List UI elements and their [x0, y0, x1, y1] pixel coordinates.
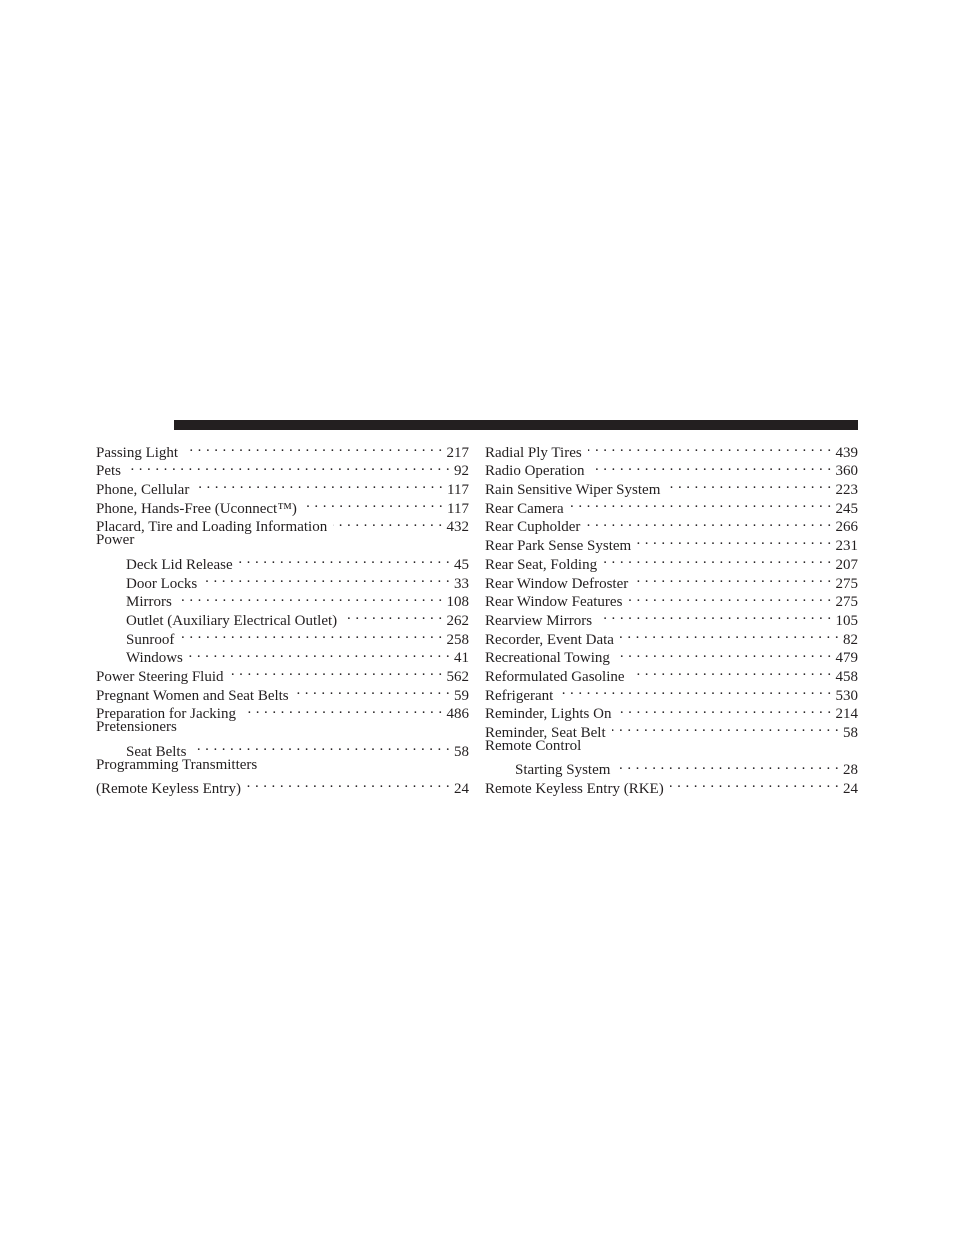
page-number: 245 [835, 500, 858, 517]
dot-leader [631, 662, 832, 681]
entry-label: Rear Park Sense System [485, 538, 632, 555]
entry-label: Mirrors [126, 594, 172, 611]
dot-leader [670, 774, 839, 793]
page-number: 41 [454, 650, 469, 667]
page-number: 275 [835, 575, 858, 592]
index-entry [96, 457, 469, 480]
dot-leader [666, 475, 831, 494]
page-number: 105 [835, 612, 858, 629]
page-number: 92 [454, 463, 469, 480]
dot-leader [127, 457, 450, 476]
entry-label: Placard, Tire and Loading Information [96, 519, 328, 536]
dot-leader [189, 644, 450, 663]
entry-label: Windows [126, 650, 183, 667]
entry-label: Reminder, Lights On [485, 706, 612, 723]
dot-leader [178, 588, 443, 607]
page-number: 33 [454, 575, 469, 592]
entry-label: Power Steering Fluid [96, 668, 224, 685]
dot-leader [343, 606, 442, 625]
entry-label: Power [96, 532, 135, 549]
entry-label: Rear Seat, Folding [485, 556, 598, 573]
dot-leader [591, 457, 832, 476]
page-number: 231 [835, 538, 858, 555]
entry-label: Sunroof [126, 631, 175, 648]
page-number: 479 [835, 650, 858, 667]
index-entry [96, 774, 469, 798]
dot-leader [617, 700, 831, 719]
entry-label: Phone, Cellular [96, 482, 190, 499]
page-number: 439 [835, 444, 858, 461]
dot-leader [634, 569, 831, 588]
header-bar [174, 420, 858, 430]
page-number: 266 [835, 519, 858, 536]
page-number: 28 [843, 762, 858, 779]
index-subentry [485, 756, 858, 779]
page-number: 58 [843, 725, 858, 742]
entry-label: Reformulated Gasoline [485, 668, 625, 685]
dot-leader [195, 475, 443, 494]
index-subentry [96, 737, 469, 760]
entry-label: Deck Lid Release [126, 556, 233, 573]
index-entry [485, 737, 858, 756]
dot-leader [570, 494, 832, 513]
index-entry [96, 475, 469, 499]
dot-leader [303, 494, 443, 513]
page-number: 262 [446, 612, 469, 629]
entry-label: Pets [96, 463, 122, 480]
dot-leader [612, 718, 839, 737]
dot-leader [203, 569, 450, 588]
entry-label: Phone, Hands-Free (Uconnect™) [96, 500, 297, 517]
index-entry [485, 438, 858, 461]
entry-label: Pretensioners [96, 719, 177, 736]
entry-label: Remote Keyless Entry (RKE) [485, 781, 664, 798]
entry-label: Rear Camera [485, 500, 564, 517]
page-number: 217 [446, 444, 469, 461]
entry-label: Passing Light [96, 444, 179, 461]
index-entry [96, 438, 469, 461]
entry-label: Preparation for Jacking [96, 706, 236, 723]
dot-leader [184, 438, 442, 457]
page-number: 223 [835, 482, 858, 499]
entry-label: Rain Sensitive Wiper System [485, 482, 661, 499]
dot-leader [628, 588, 831, 607]
entry-label: Remote Control [485, 738, 582, 754]
index-column-right [485, 438, 858, 798]
dot-leader [242, 700, 443, 719]
dot-leader [588, 438, 832, 457]
entry-label: Seat Belts [126, 743, 187, 760]
dot-leader [616, 644, 832, 663]
entry-label: Recorder, Event Data [485, 631, 614, 648]
dot-leader [247, 774, 450, 793]
dot-leader [586, 513, 831, 532]
index-entry [96, 756, 469, 775]
page-number: 207 [835, 556, 858, 573]
dot-leader [295, 681, 450, 700]
entry-label: Pregnant Women and Seat Belts [96, 687, 289, 704]
page-number: 108 [446, 594, 469, 611]
dot-leader [620, 625, 839, 644]
entry-label: Recreational Towing [485, 650, 610, 667]
page-number: 360 [835, 463, 858, 480]
entry-label: Door Locks [126, 575, 198, 592]
entry-label: Outlet (Auxiliary Electrical Outlet) [126, 612, 338, 629]
page-number: 275 [835, 594, 858, 611]
page-number: 24 [454, 781, 469, 798]
entry-label: Rear Window Defroster [485, 575, 629, 592]
entry-label: Refrigerant [485, 687, 554, 704]
page-number: 117 [447, 482, 469, 499]
dot-leader [333, 513, 442, 532]
entry-label: Radial Ply Tires [485, 444, 582, 461]
page-number: 58 [454, 743, 469, 760]
page-number: 59 [454, 687, 469, 704]
dot-leader [180, 625, 442, 644]
page-number: 258 [446, 631, 469, 648]
dot-leader [230, 662, 443, 681]
index-column-left [96, 438, 469, 798]
dot-leader [192, 737, 450, 756]
entry-label: (Remote Keyless Entry) [96, 781, 241, 798]
index-subentry [96, 550, 469, 573]
entry-label: Rearview Mirrors [485, 612, 593, 629]
page-number: 45 [454, 556, 469, 573]
entry-label: Rear Cupholder [485, 519, 581, 536]
page-number: 530 [835, 687, 858, 704]
entry-label: Radio Operation [485, 463, 585, 480]
page-number: 214 [835, 706, 858, 723]
entry-label: Programming Transmitters [96, 756, 258, 773]
dot-leader [598, 606, 831, 625]
page-number: 117 [447, 500, 469, 517]
page-number: 24 [843, 781, 858, 798]
dot-leader [559, 681, 831, 700]
page-number: 432 [446, 519, 469, 536]
page-number: 458 [835, 668, 858, 685]
entry-label: Reminder, Seat Belt [485, 725, 606, 742]
dot-leader [603, 550, 831, 569]
index-entry [96, 718, 469, 737]
page-number: 486 [446, 706, 469, 723]
dot-leader [616, 756, 839, 775]
entry-label: Rear Window Features [485, 594, 623, 611]
dot-leader [239, 550, 450, 569]
entry-label: Starting System [515, 762, 611, 779]
dot-leader [637, 531, 831, 550]
page-number: 562 [446, 668, 469, 685]
page-number: 82 [843, 631, 858, 648]
